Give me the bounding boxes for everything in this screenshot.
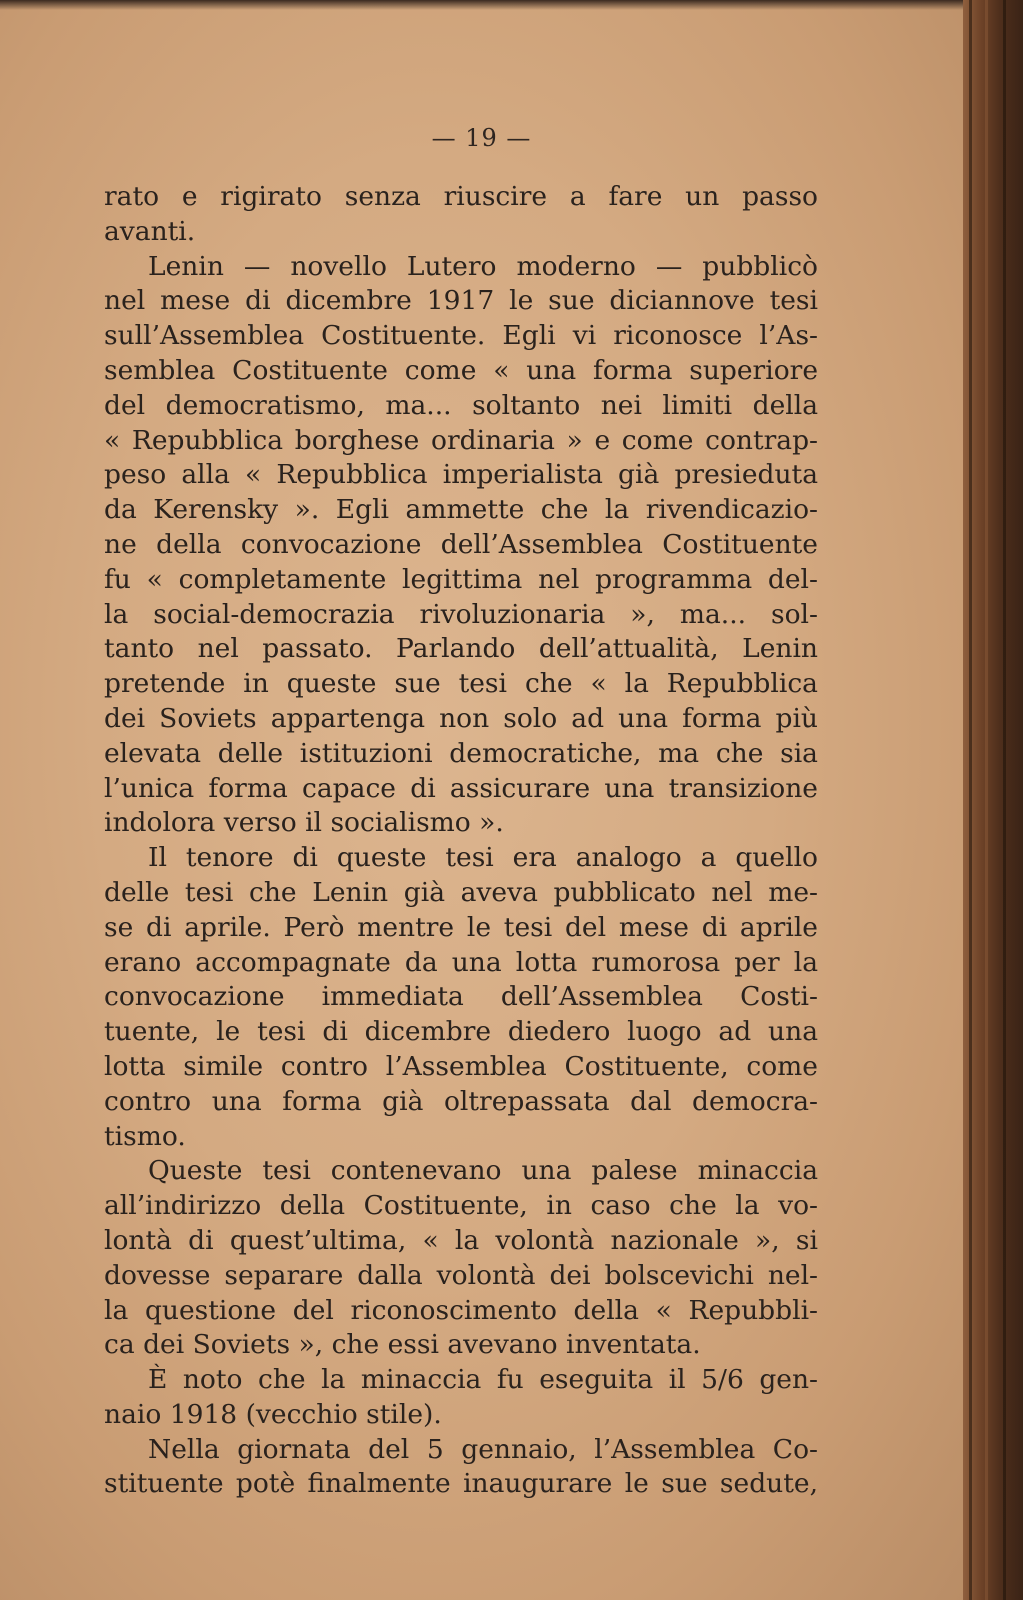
text-line: da Kerensky ». Egli ammette che la rivendicazio- [104, 494, 818, 526]
text-line: indolora verso il socialismo ». [104, 807, 504, 839]
text-line: « Repubblica borghese ordinaria » e come contrap- [104, 424, 818, 456]
text-line: lotta simile contro l’Assemblea Costituente, come [104, 1050, 818, 1082]
text-line: sull’Assemblea Costituente. Egli vi riconosce l’As- [104, 320, 818, 352]
text-line: ne della convocazione dell’Assemblea Costituente [104, 528, 818, 560]
text-line: dovesse separare dalla volontà dei bolscevichi nel- [104, 1259, 818, 1291]
text-line: elevata delle istituzioni democratiche, ma che sia [104, 737, 818, 769]
text-line: tanto nel passato. Parlando dell’attualità, Lenin [104, 633, 818, 665]
text-line: pretende in queste sue tesi che « la Repubblica [104, 668, 818, 700]
text-line: la social-democrazia rivoluzionaria », ma... sol- [104, 598, 818, 630]
text-line: dei Soviets appartenga non solo ad una forma più [104, 702, 818, 734]
text-line: peso alla « Repubblica imperialista già presieduta [104, 459, 818, 491]
page-number: — 19 — [431, 124, 532, 152]
text-line: Lenin — novello Lutero moderno — pubblicò [148, 250, 818, 282]
text-line: del democratismo, ma... soltanto nei limiti della [104, 389, 818, 421]
spine-shadow-line [969, 0, 972, 1600]
text-line: delle tesi che Lenin già aveva pubblicato nel me- [104, 876, 818, 908]
text-line: avanti. [104, 215, 196, 247]
text-line: tuente, le tesi di dicembre diedero luogo ad una [104, 1016, 818, 1048]
spine-highlight-line [985, 0, 988, 1600]
text-line: È noto che la minaccia fu eseguita il 5/6 gen- [148, 1364, 818, 1396]
text-line: erano accompagnate da una lotta rumorosa per la [104, 946, 818, 978]
text-line: convocazione immediata dell’Assemblea Costi- [104, 981, 818, 1013]
text-line: ca dei Soviets », che essi avevano inventata. [104, 1329, 701, 1361]
text-line: se di aprile. Però mentre le tesi del mese di aprile [104, 911, 818, 943]
text-line: l’unica forma capace di assicurare una transizione [104, 772, 818, 804]
text-line: nel mese di dicembre 1917 le sue diciannove tesi [104, 285, 818, 317]
text-line: rato e rigirato senza riuscire a fare un passo [104, 181, 818, 212]
text-line: la questione del riconoscimento della « Repubbli- [104, 1294, 818, 1326]
text-line: Nella giornata del 5 gennaio, l’Assemblea Co- [148, 1433, 818, 1465]
text-line: fu « completamente legittima nel programma del- [104, 563, 818, 595]
text-line: Queste tesi contenevano una palese minaccia [148, 1155, 818, 1187]
text-line: naio 1918 (vecchio stile). [104, 1398, 442, 1430]
text-line: stituente potè finalmente inaugurare le sue sedute, [104, 1468, 818, 1500]
text-line: semblea Costituente come « una forma superiore [104, 354, 818, 386]
body-text [104, 180, 818, 1502]
text-line: all’indirizzo della Costituente, in caso che la vo- [104, 1190, 818, 1222]
text-line: tismo. [104, 1120, 186, 1152]
text-line: lontà di quest’ultima, « la volontà nazionale », si [104, 1224, 818, 1256]
text-line: Il tenore di queste tesi era analogo a quello [148, 842, 818, 874]
text-line: contro una forma già oltrepassata dal democra- [104, 1085, 818, 1117]
book-spine-edge [963, 0, 1023, 1600]
spine-shadow-line [1003, 0, 1006, 1600]
